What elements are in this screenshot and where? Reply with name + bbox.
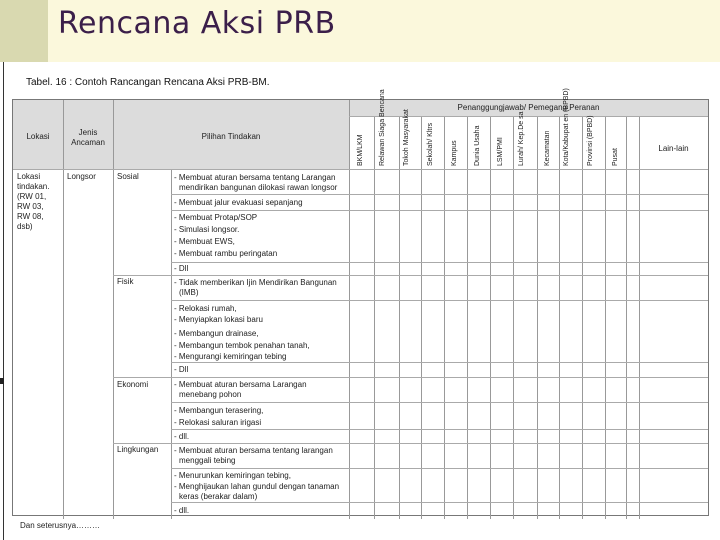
title-band-accent: [0, 0, 48, 62]
col-line: [639, 116, 640, 519]
action-line: - Membuat EWS,: [174, 237, 235, 246]
action-plan-table: [12, 88, 709, 516]
role-header-kecamatan: Kecamatan: [544, 130, 551, 166]
action-line: mendirikan bangunan dilokasi rawan longsor: [179, 183, 338, 192]
row-line: [113, 443, 708, 444]
col-line: [349, 100, 350, 519]
header-pilihan: Pilihan Tindakan: [201, 132, 261, 141]
row-line: [171, 262, 708, 263]
slide-title: Rencana Aksi PRB: [58, 6, 336, 41]
lokasi-line: dsb): [17, 222, 33, 231]
action-line: - Membuat aturan bersama tentang Larangan: [174, 173, 336, 182]
role-header-tokoh: Tokoh Masyarakat: [403, 109, 410, 166]
role-header-relawan: Relawan Siaga Bencana: [379, 89, 386, 166]
role-header-lsm: LSM/PMI: [497, 137, 504, 166]
lokasi-line: RW 03,: [17, 202, 44, 211]
lokasi-line: tindakan.: [17, 182, 50, 191]
col-line: [559, 116, 560, 519]
role-header-provinsi: Provinsi (BPBD): [587, 115, 594, 166]
action-line: - Membuat jalur evakuasi sepanjang: [174, 198, 303, 207]
action-line: - Dll: [174, 365, 189, 374]
col-line: [63, 100, 64, 519]
row-line: [171, 429, 708, 430]
col-line: [444, 116, 445, 519]
col-line: [582, 116, 583, 519]
role-header-bkm: BKM/LKM: [357, 134, 364, 166]
col-line: [490, 116, 491, 519]
category-label: Lingkungan: [117, 445, 159, 454]
action-line: - Tidak memberikan Ijin Mendirikan Bangunan: [174, 278, 337, 287]
lokasi-line: Lokasi: [17, 172, 41, 181]
lokasi-line: (RW 01,: [17, 192, 47, 201]
category-label: Ekonomi: [117, 380, 149, 389]
role-header-kota: Kota/Kabupat en (BPBD): [563, 88, 570, 166]
row-line: [171, 468, 708, 469]
action-line: - Membuat rambu peringatan: [174, 249, 278, 258]
left-margin-rule: [3, 62, 4, 540]
col-line: [467, 116, 468, 519]
action-line: - Membangun terasering,: [174, 406, 264, 415]
action-line: - Membuat aturan bersama tentang larangan: [174, 446, 333, 455]
action-line: - Membangun drainase,: [174, 329, 259, 338]
table-caption: Tabel. 16 : Contoh Rancangan Rencana Aksi PRB-BM.: [26, 77, 270, 88]
row-line: [171, 402, 708, 403]
header-jenis-line2: Ancaman: [71, 138, 105, 147]
category-label: Sosial: [117, 172, 139, 181]
action-line: - Relokasi rumah,: [174, 304, 237, 313]
action-line: - dll.: [174, 506, 190, 515]
role-header-sekolah: Sekolah/ Kltrs: [427, 122, 434, 166]
action-line: - Membuat aturan bersama Larangan: [174, 380, 307, 389]
col-line: [374, 116, 375, 519]
header-lokasi: Lokasi: [26, 132, 50, 141]
col-line: [605, 116, 606, 519]
row-line: [13, 169, 708, 170]
row-line: [171, 194, 708, 195]
table-footer-note: Dan seterusnya………: [20, 521, 101, 530]
hazard-type: Longsor: [67, 172, 96, 181]
row-line: [171, 502, 708, 503]
col-line: [626, 116, 627, 519]
row-line: [113, 275, 708, 276]
action-line: - Membuat Protap/SOP: [174, 213, 258, 222]
action-line: - Membangun tembok penahan tanah,: [174, 341, 310, 350]
header-jenis-line1: Jenis: [78, 128, 98, 137]
left-margin-marker: [0, 378, 4, 384]
action-line: (IMB): [179, 288, 199, 297]
action-line: menebang pohon: [179, 390, 242, 399]
col-line: [537, 116, 538, 519]
role-header-dunia-usaha: Dunia Usaha: [474, 125, 481, 166]
row-line: [171, 362, 708, 363]
action-line: - Menyiapkan lokasi baru: [174, 315, 263, 324]
col-line: [421, 116, 422, 519]
row-line: [171, 210, 708, 211]
row-line: [171, 300, 708, 301]
category-label: Fisik: [117, 277, 134, 286]
action-line: - Menghijaukan lahan gundul dengan tanaman: [174, 482, 340, 491]
col-line: [399, 116, 400, 519]
header-lain-lain: Lain-lain: [658, 144, 689, 153]
action-line: menggali tebing: [179, 456, 236, 465]
action-line: - Mengurangi kemiringan tebing: [174, 352, 287, 361]
role-header-kampus: Kampus: [451, 140, 458, 166]
lokasi-line: RW 08,: [17, 212, 44, 221]
action-line: - Relokasi saluran irigasi: [174, 418, 262, 427]
col-line: [513, 116, 514, 519]
action-line: - Dll: [174, 264, 189, 273]
row-line: [113, 377, 708, 378]
action-line: - dll.: [174, 432, 190, 441]
col-line: [113, 100, 114, 519]
action-line: - Menurunkan kemiringan tebing,: [174, 471, 291, 480]
role-header-pusat: Pusat: [612, 148, 619, 166]
action-line: - Simulasi longsor.: [174, 225, 240, 234]
header-group: Penanggungjawab/ Pemegang Peranan: [457, 103, 600, 112]
col-line: [171, 169, 172, 519]
role-header-lurah: Lurah/ Kep.De sa: [518, 111, 525, 166]
action-line: keras (berakar dalam): [179, 492, 258, 501]
